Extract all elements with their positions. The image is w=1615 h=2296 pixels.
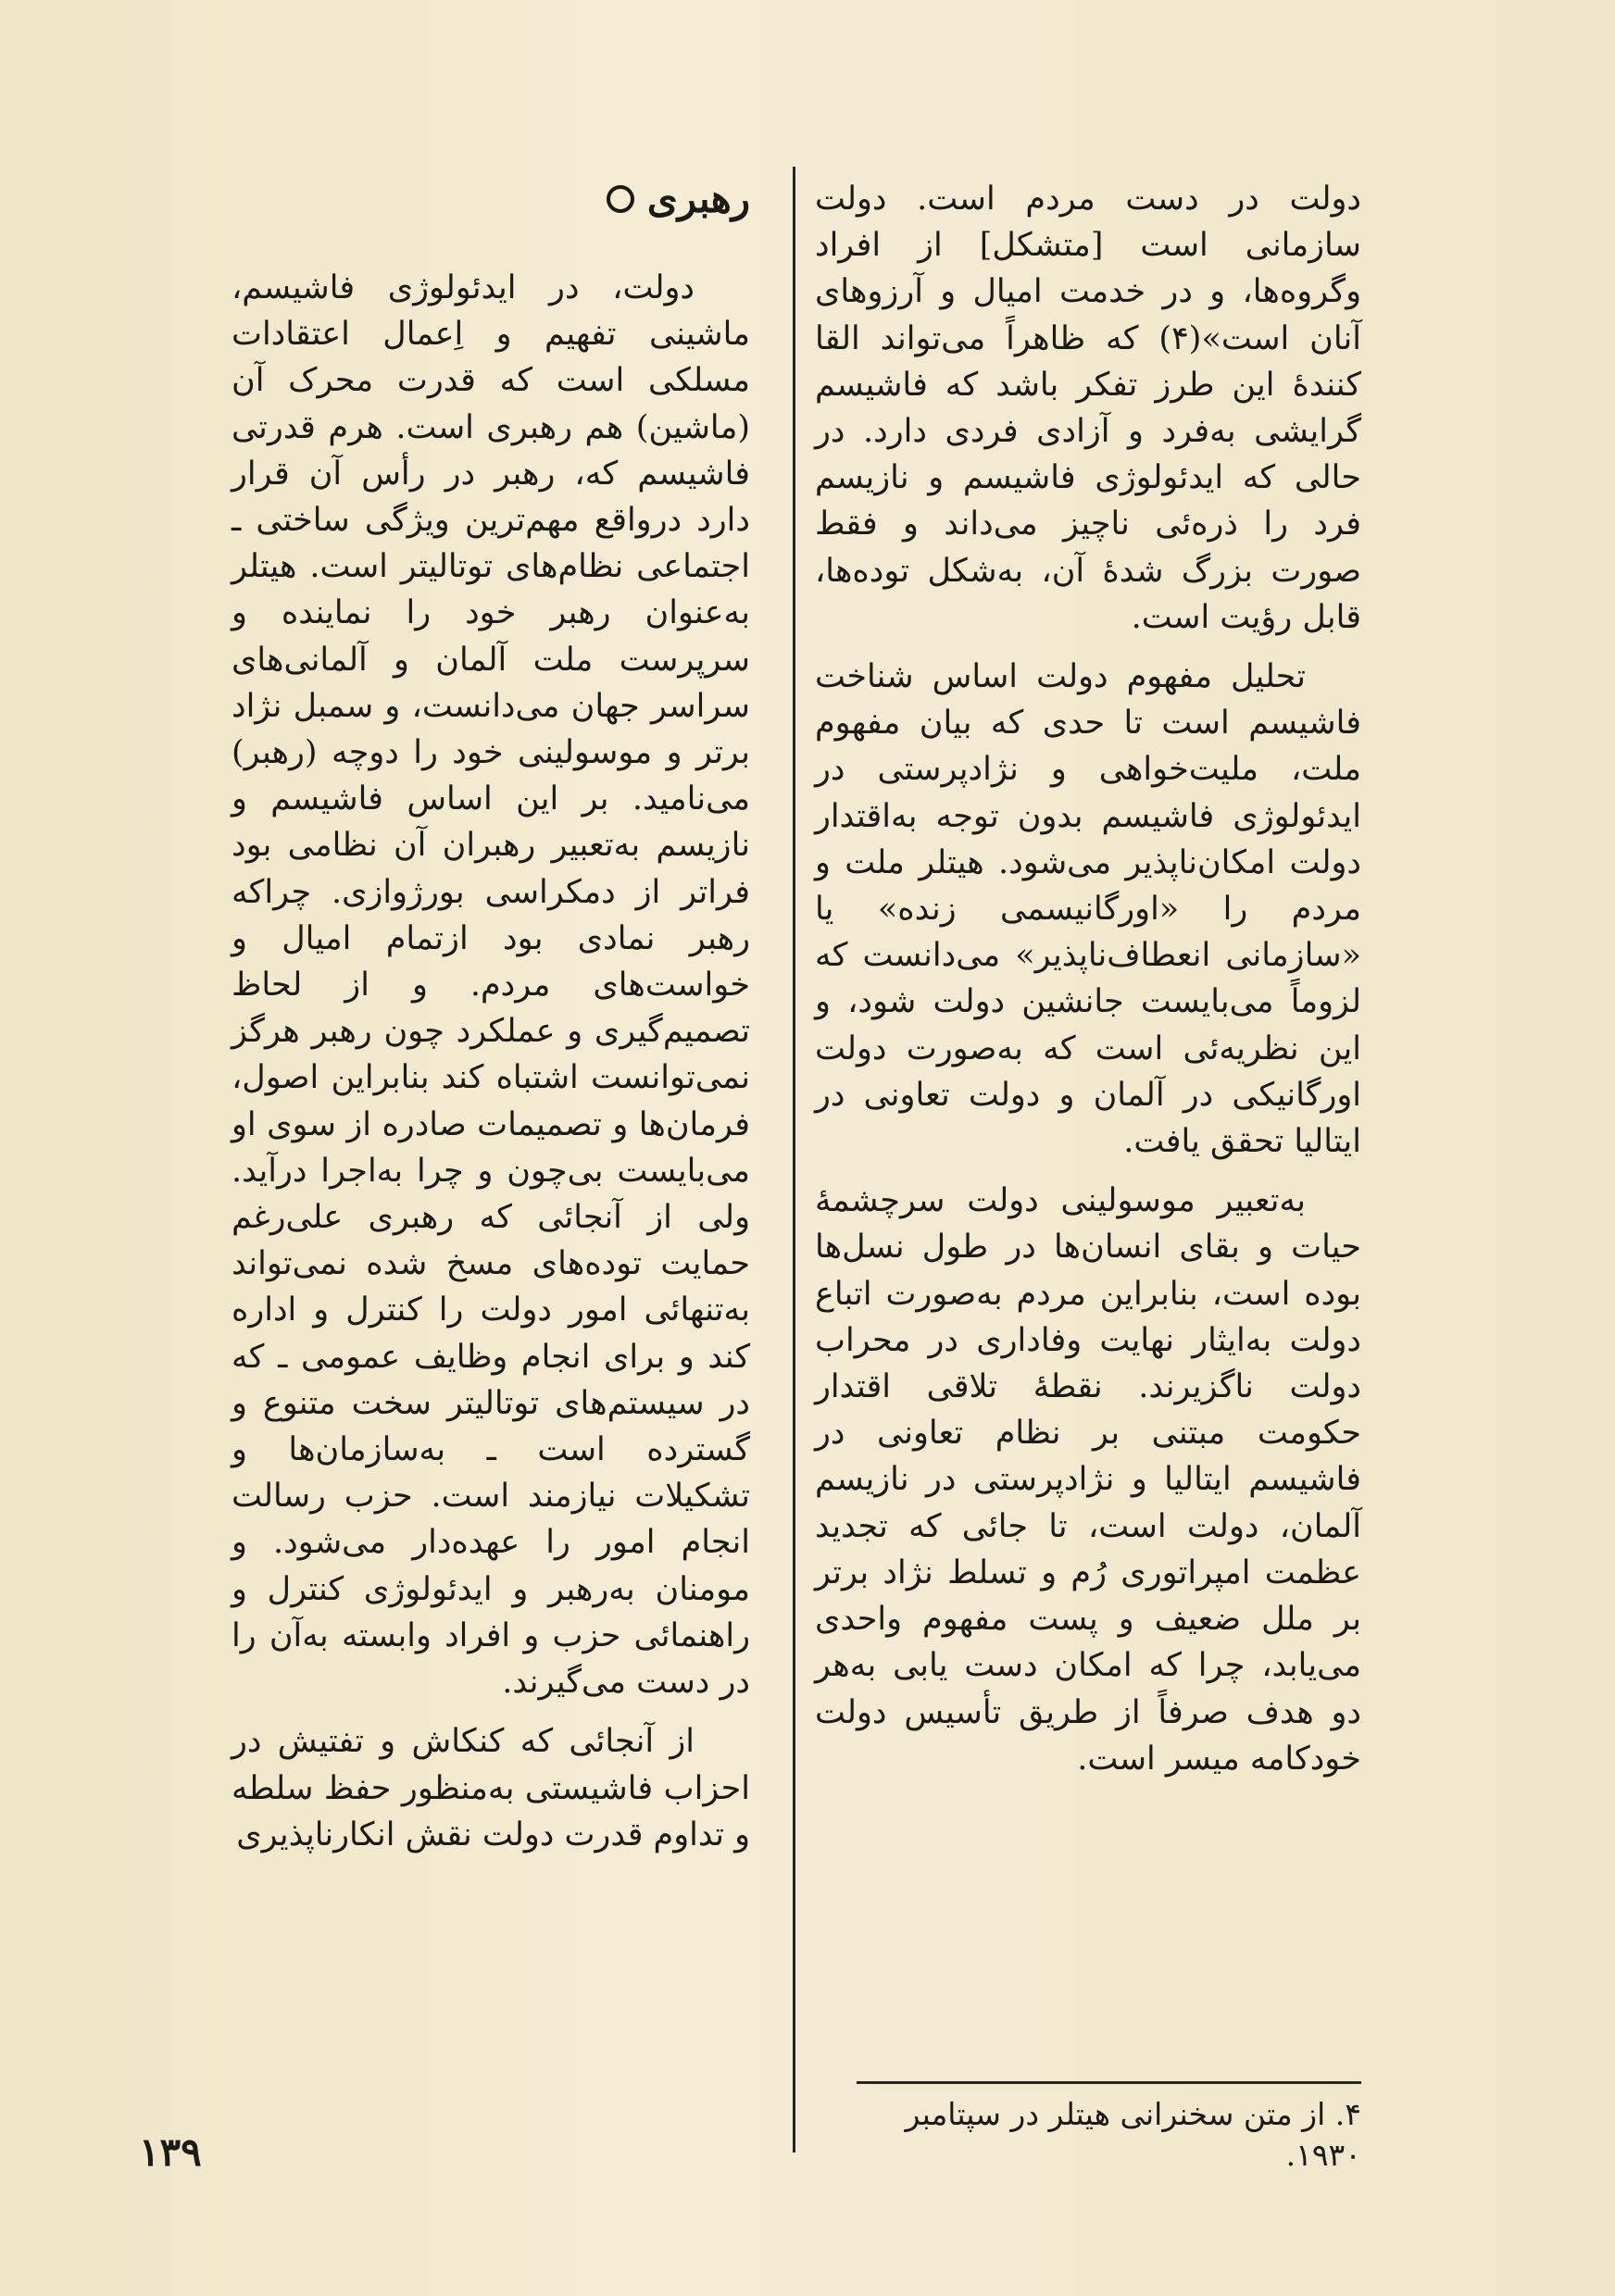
- section-heading-text: رهبری: [646, 176, 750, 221]
- footnote: ۴. از متن سخنرانی هیتلر در سپتامبر ۱۹۳۰.: [905, 2096, 1361, 2173]
- paragraph: دولت، در ایدئولوژی فاشیسم، ماشینی تفهیم و اِعمال اعتقادات مسلکی است که قدرت محرک آن (ماشین) هم رهبری است. هرم قدرتی فاشیسم که، رهبر در رأس آن قرار دارد درواقع مهم‌ترین ویژگی ساختی ـ اجتماعی نظام‌های توتالیتر است. هیتلر به‌عنوان رهبر خود را نماینده و سرپرست ملت آلمان و آلمانی‌های سراسر جهان می‌دانست، و سمبل نژاد برتر و موسولینی خود را دوچه (رهبر) می‌نامید. بر این اساس فاشیسم و نازیسم به‌تعبیر رهبران آن نظامی بود فراتر از دمکراسی بورژوازی. چراکه رهبر نمادی بود ازتمام امیال و خواست‌های مردم. و از لحاظ تصمیم‌گیری و عملکرد چون رهبر هرگز نمی‌توانست اشتباه کند بنابراین اصول، فرمان‌ها و تصمیمات صادره از سوی او می‌بایست بی‌چون و چرا به‌اجرا درآید. ولی از آنجائی که رهبری علی‌رغم حمایت توده‌های مسخ شده نمی‌تواند به‌تنهائی امور دولت را کنترل و اداره کند و برای انجام وظایف عمومی ـ که در سیستم‌های توتالیتر سخت متنوع و گسترده است ـ به‌سازمان‌ها و تشکیلات نیازمند است. حزب رسالت انجام امور را عهده‌دار می‌شود. و مومنان به‌رهبر و ایدئولوژی کنترل و راهنمائی حزب و افراد وابسته به‌آن را در دست می‌گیرند.: [232, 269, 750, 1702]
- paragraph: از آنجائی که کنکاش و تفتیش در احزاب فاشیستی به‌منظور حفظ سلطه و تداوم قدرت دولت نقش انکارناپذیری: [232, 1723, 750, 1853]
- page-number: ۱۳۹: [139, 2129, 202, 2175]
- circle-bullet-icon: [607, 185, 634, 213]
- right-column: [815, 176, 1361, 1795]
- footnote-rule: [857, 2081, 1361, 2084]
- column-divider: [793, 167, 795, 2152]
- section-heading: [232, 176, 750, 222]
- paragraph: دولت در دست مردم است. دولت سازمانی است [متشکل] از افراد وگروه‌ها، و در خدمت امیال و آرزوهای آنان است»(۴) که ظاهراً می‌تواند القا کنندهٔ این طرز تفکر باشد که فاشیسم گرایشی به‌فرد و آزادی فردی دارد. در حالی که ایدئولوژی فاشیسم و نازیسم فرد را ذره‌ئی ناچیز می‌داند و فقط صورت بزرگ شدهٔ آن، به‌شکل توده‌ها، قابل رؤیت است.: [815, 181, 1362, 636]
- paragraph: تحلیل مفهوم دولت اساس شناخت فاشیسم است تا حدی که بیان مفهوم ملت، ملیت‌خواهی و نژادپرستی در ایدئولوژی فاشیسم بدون توجه به‌اقتدار دولت امکان‌ناپذیر می‌شود. هیتلر ملت و مردم را «اورگانیسمی زنده» یا «سازمانی انعطاف‌ناپذیر» می‌دانست که لزوماً می‌بایست جانشین دولت شود، و این نظریه‌ئی است که به‌صورت دولت اورگانیکی در آلمان و دولت تعاونی در ایتالیا تحقق یافت.: [815, 658, 1361, 1161]
- paragraph: به‌تعبیر موسولینی دولت سرچشمهٔ حیات و بقای انسان‌ها در طول نسل‌ها بوده است، بنابراین مردم به‌صورت اتباع دولت به‌ایثار نهایت وفاداری در محراب دولت ناگزیرند. نقطهٔ تلاقی اقتدار حکومت مبتنی بر نظام تعاونی در فاشیسم ایتالیا و نژادپرستی در نازیسم آلمان، دولت است، تا جائی که تجدید عظمت امپراتوری رُم و تسلط نژاد برتر بر ملل ضعیف و پست مفهوم واحدی می‌یابد، چرا که امکان دست یابی به‌هر دو هدف صرفاً از طریق تأسیس دولت خودکامه میسر است.: [815, 1182, 1361, 1778]
- left-column: [232, 176, 750, 1871]
